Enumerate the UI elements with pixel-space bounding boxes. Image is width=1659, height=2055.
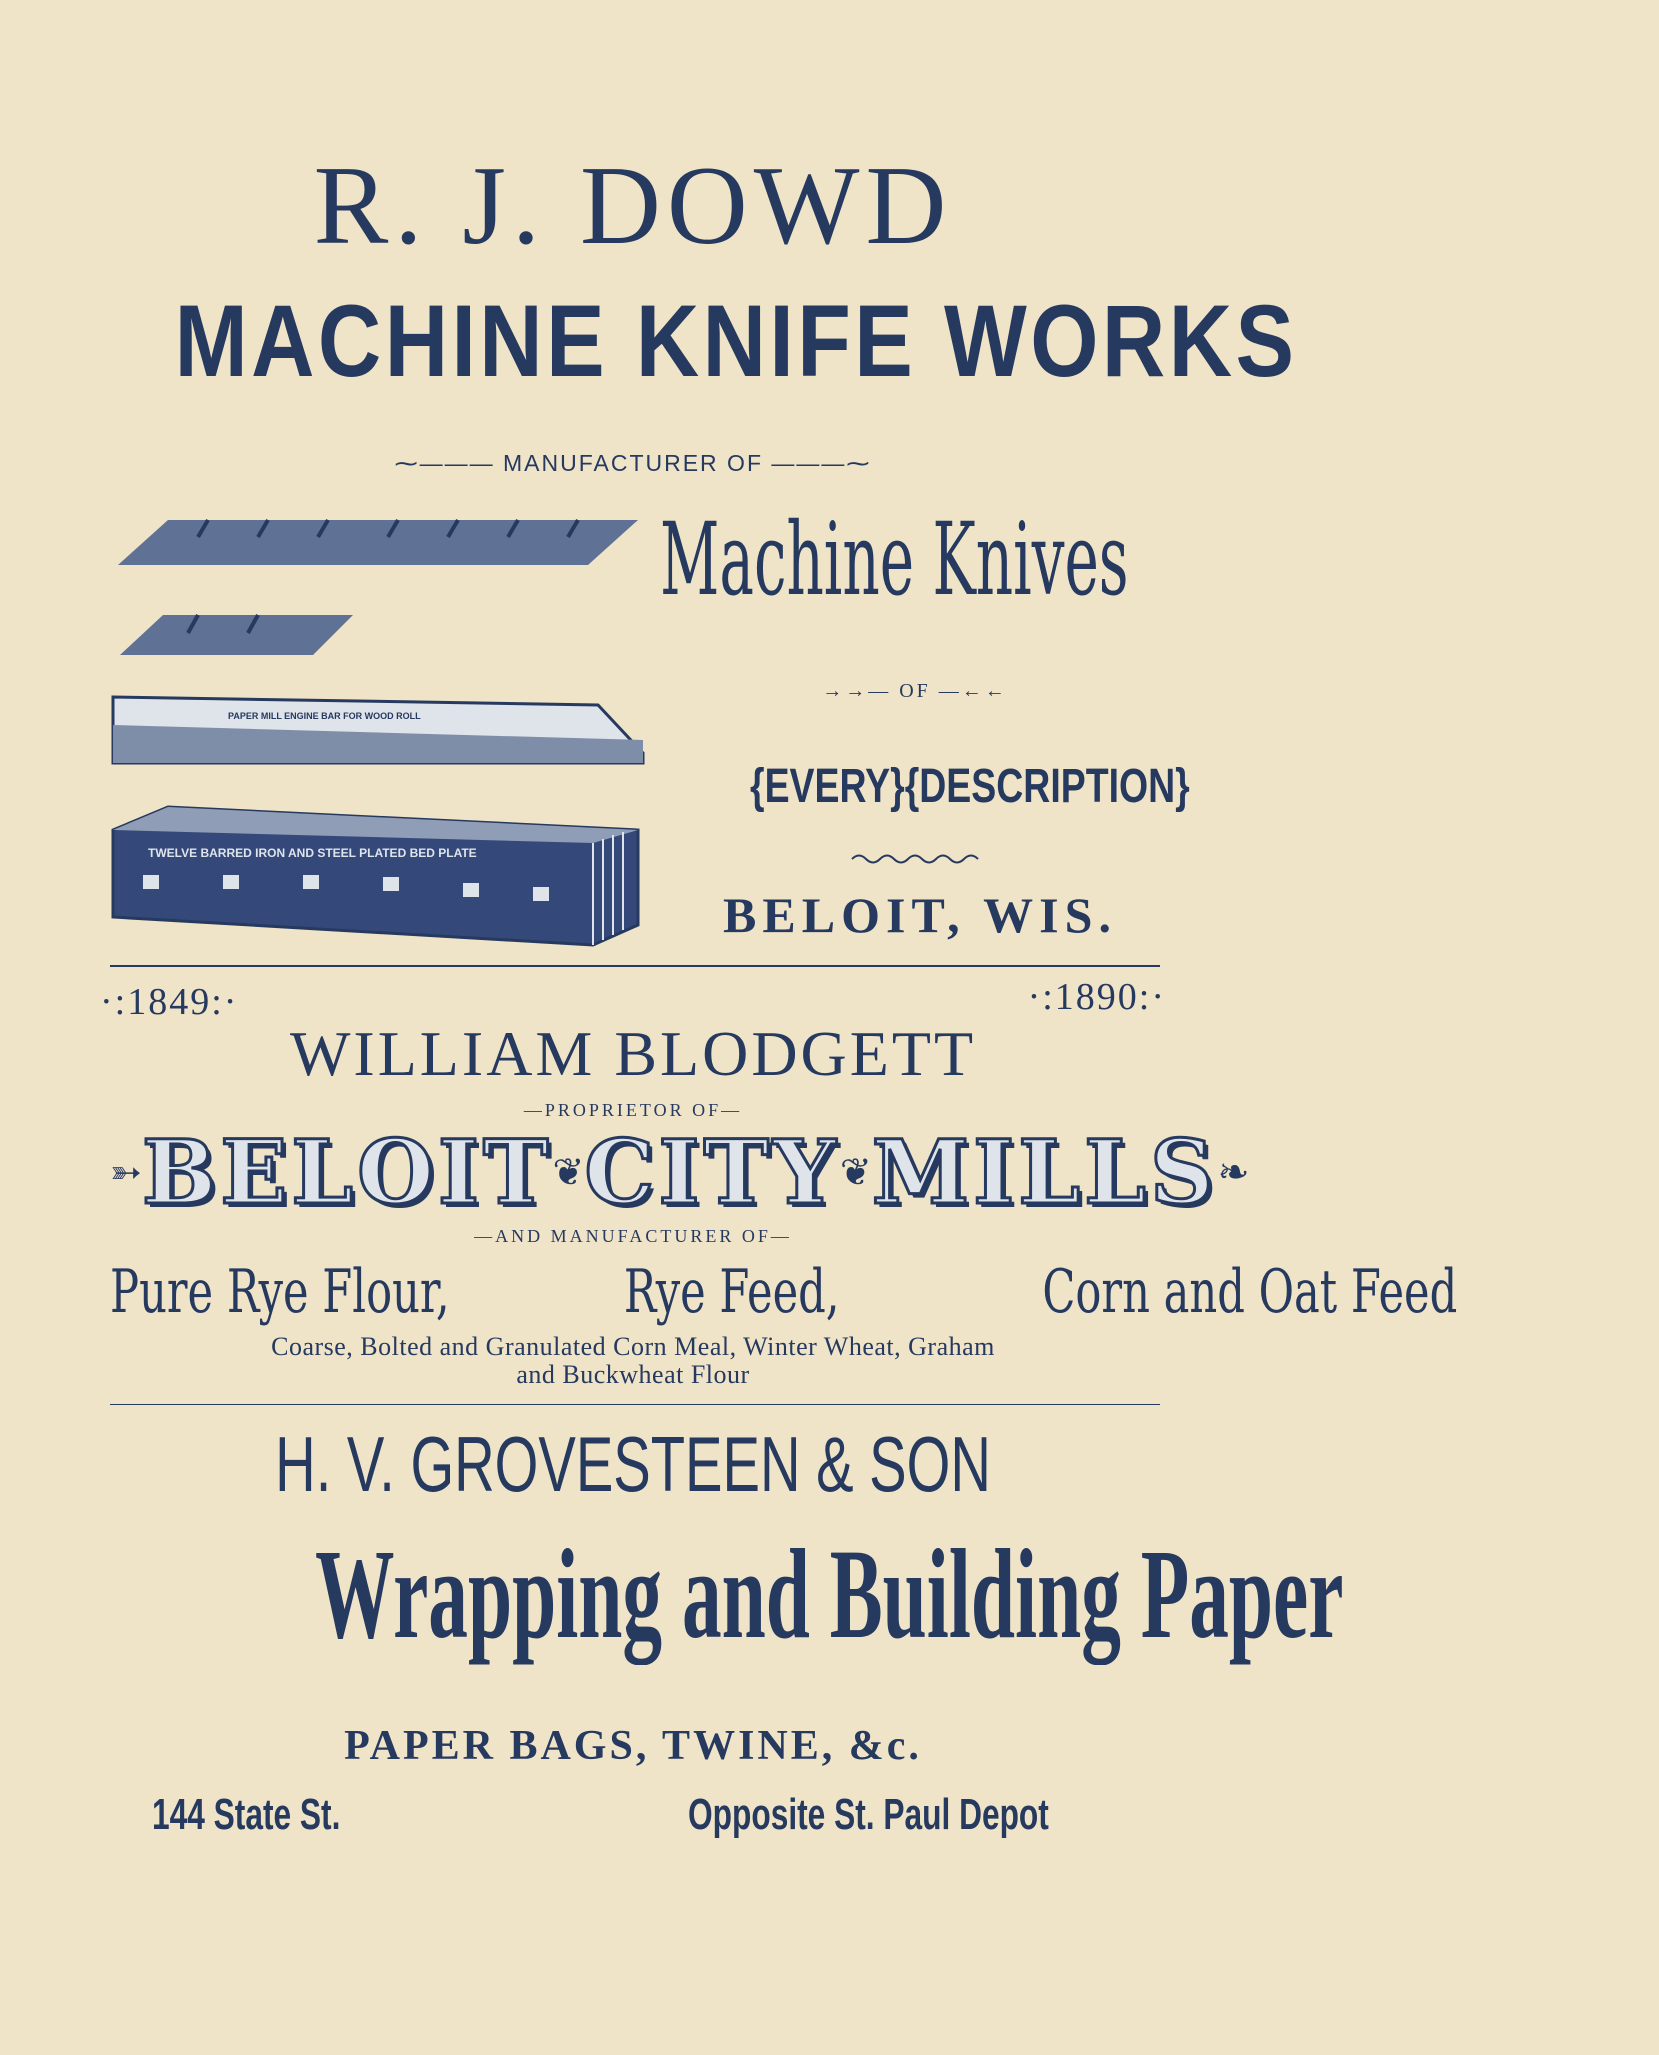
flourish-right-icon: ———⁓: [763, 450, 872, 476]
wave-ornament-icon: [850, 852, 980, 866]
wrapping-paper-headline: [0, 1523, 1344, 1665]
arrow-left-icon: →→—: [822, 680, 900, 702]
machine-knives-heading: Machine Knives: [660, 501, 1129, 618]
street-address: [152, 1790, 414, 1840]
description-text: DESCRIPTION: [919, 760, 1176, 813]
section-divider-1: [110, 965, 1160, 967]
leaf-ornament-icon: ❦: [839, 1151, 872, 1194]
bracket-left-icon: {: [750, 760, 765, 813]
flourish-left-icon: ⁓———: [394, 450, 503, 476]
mills-word-mills: MILLS: [871, 1120, 1218, 1224]
paper-bags-line: PAPER BAGS, TWINE, &c.: [344, 1723, 922, 1769]
year-right-text: 1890: [1054, 976, 1139, 1018]
leaf-left-icon: ➳: [110, 1151, 142, 1194]
knife-works-title: MACHINE KNIFE WORKS: [174, 284, 1298, 398]
blodgett-name: WILLIAM BLODGETT: [289, 1018, 977, 1089]
dot-ornament-icon: :·: [211, 981, 239, 1023]
manufacturer-of-text: MANUFACTURER OF: [503, 450, 763, 476]
meal-description: [0, 1333, 1266, 1389]
beloit-city-mills-banner: [110, 1120, 1250, 1224]
dot-ornament-icon: ·:: [100, 981, 128, 1023]
engine-bar-label: PAPER MILL ENGINE BAR FOR WOOD ROLL: [228, 711, 421, 721]
arrow-right-icon: —←←: [930, 680, 1008, 702]
meal-line-1: Coarse, Bolted and Granulated Corn Meal, Winter Wheat, Graham: [271, 1332, 995, 1361]
grovesteen-name-text: H. V. GROVESTEEN & SON: [275, 1420, 991, 1508]
short-knife-icon: [120, 615, 353, 655]
bracket-middle-icon: }{: [890, 760, 920, 813]
grovesteen-name: [0, 1420, 1266, 1508]
knives-illustration: [108, 505, 648, 950]
bracket-right-icon: }: [1175, 760, 1190, 813]
year-current: [1028, 975, 1166, 1019]
leaf-right-icon: ❧: [1217, 1151, 1250, 1194]
section-divider-2: [110, 1404, 1160, 1405]
products-line: [110, 1257, 1458, 1327]
and-manufacturer-of-text: AND MANUFACTURER OF: [495, 1226, 771, 1246]
of-divider: [770, 680, 1060, 703]
dot-ornament-icon: ·:: [1027, 976, 1055, 1018]
mills-word-city: CITY: [584, 1120, 840, 1224]
product-rye-flour: Pure Rye Flour,: [110, 1257, 450, 1327]
every-description-banner: [688, 752, 1190, 822]
year-founded: [100, 980, 238, 1024]
bed-plate-label: TWELVE BARRED IRON AND STEEL PLATED BED PLATE: [148, 846, 477, 860]
dot-ornament-icon: :·: [1138, 976, 1166, 1018]
and-manufacturer-of-line: —AND MANUFACTURER OF—: [474, 1226, 792, 1246]
depot-location-text: Opposite St. Paul Depot: [688, 1790, 1049, 1839]
street-address-text: 144 State St.: [152, 1790, 341, 1839]
of-text: OF: [899, 680, 931, 702]
manufacturer-of-line: [0, 450, 1266, 477]
proprietor-of-line: —PROPRIETOR OF—: [523, 1100, 743, 1120]
meal-line-2: and Buckwheat Flour: [516, 1360, 750, 1389]
year-left-text: 1849: [127, 981, 212, 1023]
dowd-name: R. J. DOWD: [313, 144, 953, 268]
leaf-ornament-icon: ❦: [552, 1151, 585, 1194]
wrapping-paper-text: Wrapping and Building Paper: [315, 1523, 1344, 1665]
depot-location: [688, 1790, 1189, 1840]
long-knife-icon: [118, 520, 638, 565]
proprietor-of-text: PROPRIETOR OF: [544, 1100, 722, 1120]
mills-word-beloit: BELOIT: [141, 1120, 553, 1224]
product-corn-oat-feed: Corn and Oat Feed: [1042, 1257, 1458, 1327]
every-text: EVERY: [764, 760, 891, 813]
product-rye-feed: Rye Feed,: [623, 1257, 840, 1327]
dowd-location: BELOIT, WIS.: [723, 887, 1117, 943]
